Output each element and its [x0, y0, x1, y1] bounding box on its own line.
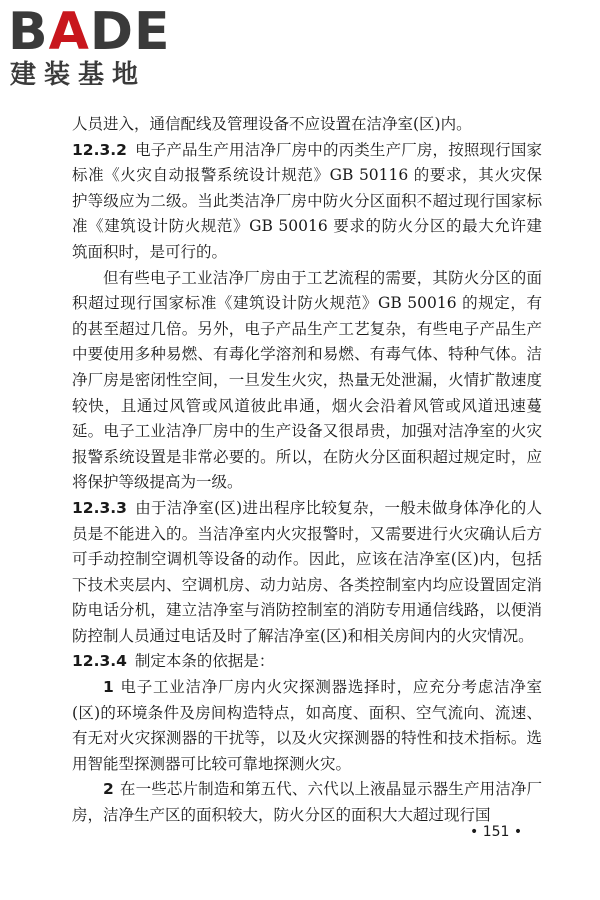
paragraph-text: 由于洁净室(区)进出程序比较复杂，一般未做身体净化的人员是不能进入的。当洁净室内火灾报警时，又需要进行火灾确认后方可手动控制空调机等设备的动作。因此，应该在洁净室(区)内，包括下技术夹层内、空调机房、动力站房、各类控制室内均应设置固定消防电话分机，建立洁净室与消防控制室的消防专用通信线路，以便消防控制人员通过电话及时了解洁净室(区)和相关房间内的火灾情况。 [72, 498, 542, 645]
clause-number: 12.3.4 [72, 652, 127, 671]
item-number: 1 [103, 678, 114, 697]
paragraph-text: 人员进入，通信配线及管理设备不应设置在洁净室(区)内。 [72, 115, 472, 133]
paragraph [72, 777, 542, 828]
logo-wordmark: BADE [8, 2, 171, 62]
paragraph [72, 266, 542, 496]
paragraph [72, 138, 542, 266]
paragraph-text: 电子产品生产用洁净厂房中的丙类生产厂房，按照现行国家标准《火灾自动报警系统设计规范》GB 50116 的要求，其火灾保护等级应为二级。当此类洁净厂房中防火分区面积不超过现行国家标准《建筑设计防火规范》GB 50016 要求的防火分区的最大允许建筑面积时，是可行的。 [72, 140, 542, 261]
paragraph-text: 但有些电子工业洁净厂房由于工艺流程的需要，其防火分区的面积超过现行国家标准《建筑设计防火规范》GB 50016 的规定，有的甚至超过几倍。另外，电子产品生产工艺复杂，有些电子产品生产中要使用多种易燃、有毒化学溶剂和易燃、有毒气体、特种气体。洁净厂房是密闭性空间，一旦发生火灾，热量无处泄漏，火情扩散速度较快，且通过风管或风道彼此串通，烟火会沿着风管或风道迅速蔓延。电子工业洁净厂房中的生产设备又很昂贵，加强对洁净室的火灾报警系统设置是非常必要的。所以，在防火分区面积超过规定时，应将保护等级提高为一级。 [72, 268, 542, 492]
clause-number: 12.3.3 [72, 498, 127, 517]
clause-number: 12.3.2 [72, 140, 127, 159]
paragraph-text: 在一些芯片制造和第五代、六代以上液晶显示器生产用洁净厂房，洁净生产区的面积较大，防火分区的面积大大超过现行国 [72, 780, 542, 825]
logo-subtitle: 建装基地 [10, 60, 147, 90]
paragraph [72, 649, 542, 675]
paragraph [72, 112, 542, 138]
item-number: 2 [103, 780, 114, 799]
bade-logo [8, 2, 208, 90]
paragraph [72, 675, 542, 777]
document-body [72, 112, 542, 829]
page-number: • 151 • [470, 824, 523, 840]
paragraph-text: 电子工业洁净厂房内火灾探测器选择时，应充分考虑洁净室(区)的环境条件及房间构造特点，如高度、面积、空气流向、流速、有无对火灾探测器的干扰等，以及火灾探测器的特性和技术指标。选用智能型探测器可比较可靠地探测火灾。 [72, 678, 542, 773]
paragraph-text: 制定本条的依据是： [134, 652, 275, 671]
paragraph [72, 496, 542, 650]
